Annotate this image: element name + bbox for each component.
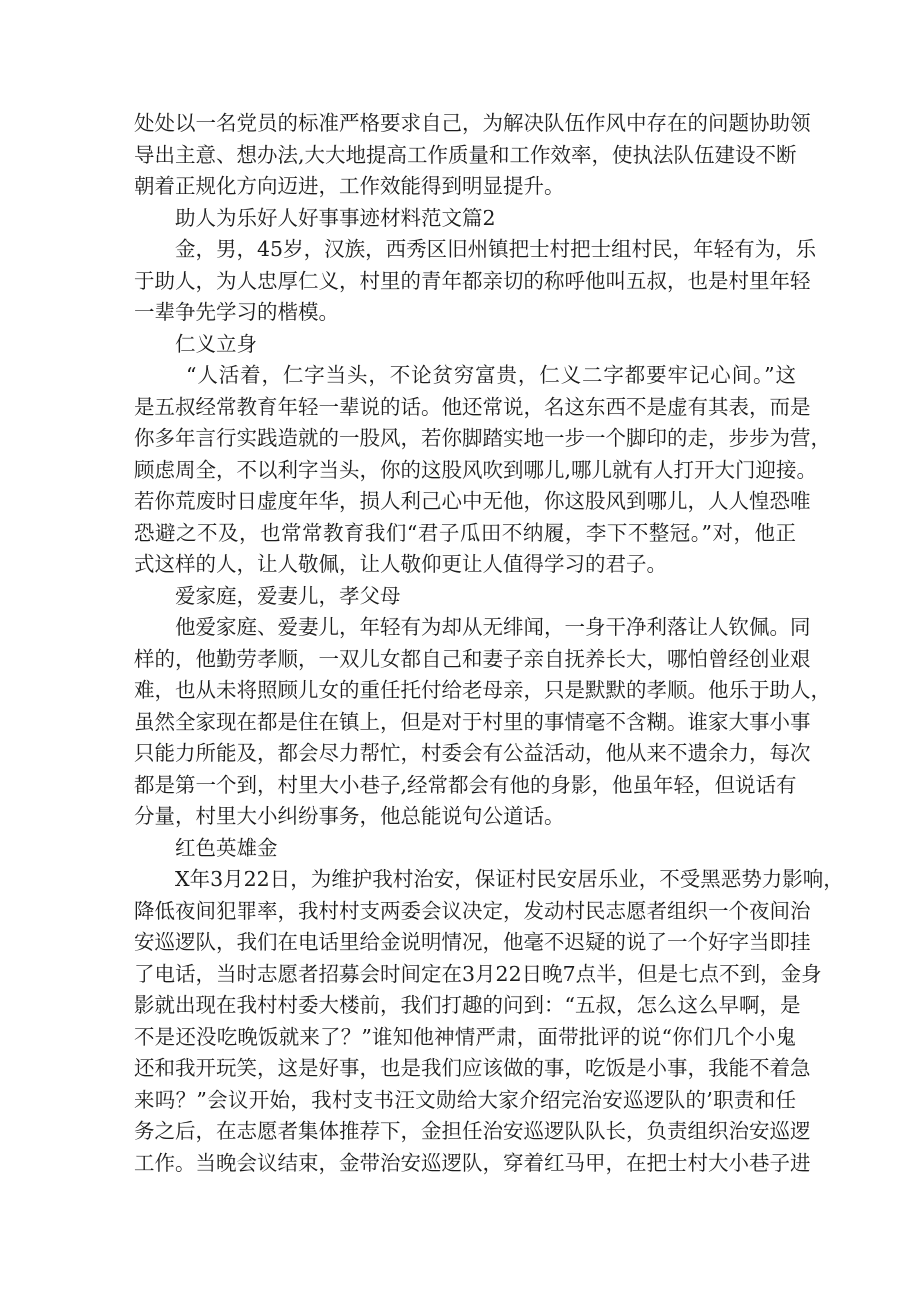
text-line: 工作。当晚会议结束，金带治安巡逻队，穿着红马甲，在把士村大小巷子进 <box>134 1150 811 1175</box>
text-line: 难，也从未将照顾儿女的重任托付给老母亲，只是默默的孝顺。他乐于助人， <box>134 678 831 702</box>
text-line: 一辈争先学习的楷模。 <box>134 300 339 324</box>
section-heading: 爱家庭，爱妻儿，孝父母 <box>175 583 401 608</box>
text-line: 恐避之不及，也常常教育我们“君子瓜田不纳履，李下不整冠。”对，他正 <box>134 520 796 545</box>
text-line: 虽然全家现在都是住在镇上，但是对于村里的事情毫不含糊。谁家大事小事 <box>134 709 811 734</box>
text-line: 顾虑周全，不以利字当头，你的这股风吹到哪儿,哪儿就有人打开大门迎接。 <box>134 457 818 482</box>
text-line: 朝着正规化方向迈进，工作效能得到明显提升。 <box>134 174 565 198</box>
text-line: 是五叔经常教育年轻一辈说的话。他还常说，名这东西不是虚有其表，而是 <box>134 394 811 419</box>
text-line: 样的，他勤劳孝顺，一双儿女都自己和妻子亲自抚养长大，哪怕曾经创业艰 <box>134 646 811 671</box>
text-line: 分量，村里大小纠纷事务，他总能说句公道话。 <box>134 804 565 828</box>
text-line: 安巡逻队，我们在电话里给金说明情况，他毫不迟疑的说了一个好字当即挂 <box>134 930 811 954</box>
text-line: X年3月22日，为维护我村治安，保证村民安居乐业，不受黑恶势力影响， <box>175 867 844 891</box>
text-line: 若你荒废时日虚度年华，损人利己心中无他，你这股风到哪儿，人人惶恐唯 <box>134 489 811 513</box>
text-line: 处处以一名党员的标准严格要求自己，为解决队伍作风中存在的问题协助领 <box>134 111 811 135</box>
text-line: 影就出现在我村村委大楼前，我们打趣的问到：“五叔，怎么这么早啊，是 <box>134 993 801 1017</box>
text-line: 不是还没吃晚饭就来了？”谁知他神情严肃，面带批评的说“你们几个小鬼 <box>134 1024 796 1049</box>
text-line: 于助人，为人忠厚仁义，村里的青年都亲切的称呼他叫五叔，也是村里年轻 <box>134 268 811 293</box>
text-line: 只能力所能及，都会尽力帮忙，村委会有公益活动，他从来不遗余力，每次 <box>134 741 811 765</box>
text-line: 了电话，当时志愿者招募会时间定在3月22日晚7点半，但是七点不到，金身 <box>134 961 822 986</box>
section-heading: 助人为乐好人好事事迹材料范文篇2 <box>175 205 496 230</box>
text-line: 来吗？”会议开始，我村支书汪文勋给大家介绍完治安巡逻队的’职责和任 <box>134 1087 796 1112</box>
text-line: 他爱家庭、爱妻儿，年轻有为却从无绯闻，一身干净利落让人钦佩。同 <box>175 615 811 639</box>
text-line: 务之后，在志愿者集体推荐下，金担任治安巡逻队队长，负责组织治安巡逻 <box>134 1119 811 1143</box>
text-line: 都是第一个到，村里大小巷子,经常都会有他的身影，他虽年轻，但说话有 <box>134 772 797 797</box>
text-line: “人活着，仁字当头，不论贫穷富贵，仁义二字都要牢记心间。”这 <box>186 363 796 387</box>
section-heading: 仁义立身 <box>175 331 257 356</box>
document-body <box>134 108 844 1179</box>
section-heading: 红色英雄金 <box>175 835 278 860</box>
text-line: 式这样的人，让人敬佩，让人敬仰更让人值得学习的君子。 <box>134 552 667 576</box>
text-line: 降低夜间犯罪率，我村村支两委会议决定，发动村民志愿者组织一个夜间治 <box>134 898 811 923</box>
text-line: 你多年言行实践造就的一股风，若你脚踏实地一步一个脚印的走，步步为营， <box>134 426 831 450</box>
text-line: 还和我开玩笑，这是好事，也是我们应该做的事，吃饭是小事，我能不着急 <box>134 1056 811 1080</box>
text-line: 金，男，45岁，汉族，西秀区旧州镇把士村把士组村民，年轻有为，乐 <box>175 237 817 261</box>
text-line: 导出主意、想办法,大大地提高工作质量和工作效率，使执法队伍建设不断 <box>134 142 797 167</box>
